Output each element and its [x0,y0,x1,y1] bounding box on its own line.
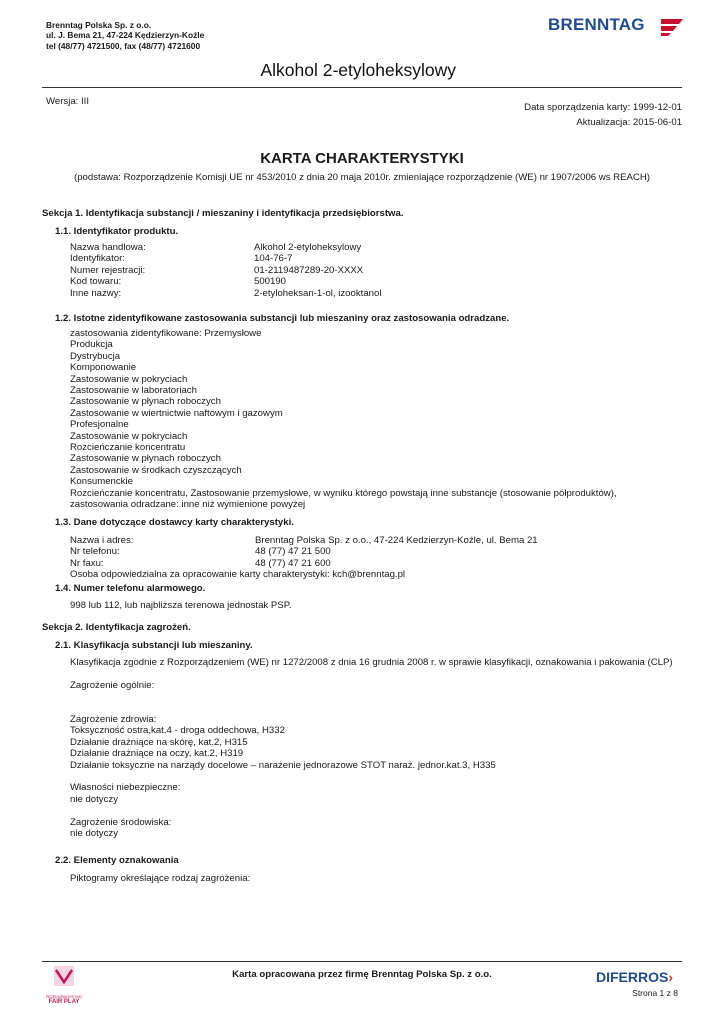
section-1-heading: Sekcja 1. Identyfikacja substancji / mieszaniny i identyfikacja przedsiębiorstwa. [42,208,404,219]
section-2-2-heading: 2.2. Elementy oznakowania [55,855,179,866]
pictograms-label: Piktogramy określające rodzaj zagrożenia: [70,873,251,884]
company-phone: tel (48/77) 4721500, fax (48/77) 4721600 [46,40,201,51]
kv-value: 01-2119487289-20-XXXX [254,264,364,276]
section-1-4-heading: 1.4. Numer telefonu alarmowego. [55,583,206,594]
list-item: Rozcieńczanie koncentratu, Zastosowanie przemysłowe, w wyniku którego powstają inne substancje (stosowanie półproduktów), [70,487,617,499]
list-item: Konsumenckie [70,476,133,488]
kv-row [70,535,670,546]
list-item: Zastosowanie w wiertnictwie naftowym i gazowym [70,407,283,419]
health-hazard-item: Toksyczność ostra,kat.4 - droga oddechowa, H332 [70,725,285,737]
list-item: Produkcja [70,339,113,351]
list-item: Zastosowanie w pokryciach [70,373,188,385]
list-item: zastosowania zidentyfikowane: Przemysłowe [70,328,262,339]
uses-list [70,328,617,511]
kv-key: Nr telefonu: [70,546,120,558]
page-number: Strona 1 z 8 [632,988,678,998]
classification-block [70,657,690,839]
diferros-arrow-icon: › [668,969,674,985]
company-name: Brenntag Polska Sp. z o.o. [46,20,152,30]
list-item: Rozcieńczanie koncentratu [70,442,186,454]
updated-date: Aktualizacja: 2015-06-01 [576,117,682,128]
classification-text: Klasyfikacja zgodnie z Rozporządzeniem (WE) nr 1272/2008 z dnia 16 grudnia 2008 r. w sprawie klasyfikacji, oznakowania i pakowania (CLP) [70,657,673,668]
list-item: Zastosowanie w laboratoriach [70,385,197,397]
kv-value: 104-76-7 [254,253,293,265]
kv-row [70,288,670,299]
section-1-1-heading: 1.1. Identyfikator produktu. [55,226,179,237]
env-hazard-value: nie dotyczy [70,828,118,840]
kv-row [70,253,670,264]
list-item: Zastosowanie w środkach czyszczących [70,464,242,476]
kv-row [70,558,670,569]
kv-row [70,242,670,253]
emergency-number: 998 lub 112, lub najbliższa terenowa jednostak PSP. [70,600,292,611]
kv-key: Nazwa i adres: [70,535,134,546]
brenntag-logo [548,14,684,40]
list-item: Zastosowanie w płynach roboczych [70,396,221,408]
kv-value: 48 (77) 47 21 600 [255,557,331,569]
kv-row [70,276,670,287]
logo-swoosh-icon [659,16,685,38]
health-hazard-item: Działanie drażniące na oczy, kat.2, H319 [70,748,244,760]
supplier-table [70,535,670,581]
kv-value: 2-etyloheksan-1-ol, izooktanol [254,287,382,299]
health-hazard-label: Zagrożenie zdrowia: [70,713,157,725]
list-item: Zastosowanie w płynach roboczych [70,453,221,465]
env-hazard-label: Zagrożenie środowiska: [70,816,172,828]
kv-key: Nazwa handlowa: [70,242,146,253]
section-1-2-heading: 1.2. Istotne zidentyfikowane zastosowania substancji lub mieszaniny oraz zastosowania odradzane. [55,313,510,324]
hazardous-props-label: Własności niebezpieczne: [70,782,181,794]
company-address: ul. J. Bema 21, 47-224 Kędzierzyn-Koźle [46,30,205,41]
kv-value: 500190 [254,276,287,288]
fair-play-top-label: PRZEDSIĘBIORSTWO [45,995,83,999]
kv-value: 48 (77) 47 21 500 [255,546,331,558]
document-basis: (podstawa: Rozporządzenie Komisji UE nr 453/2010 z dnia 20 maja 2010r. zmieniające rozporządzenie (WE) nr 1907/2006 ws REACH) [74,172,650,183]
fair-play-label: FAIR PLAY [48,999,80,1005]
kv-key: Nr faxu: [70,557,104,569]
product-identifier-table [70,242,670,299]
list-item: Komponowanie [70,362,137,374]
company-info [46,20,204,51]
kv-key: Kod towaru: [70,276,122,288]
header-divider [42,87,682,88]
kv-row [70,265,670,276]
diferros-text: DIFERROS [596,969,669,985]
section-2-heading: Sekcja 2. Identyfikacja zagrożeń. [42,622,191,633]
list-item: zastosowania odradzane: inne niż wymienione powyżej [70,499,306,511]
responsible-person: Osoba odpowiedzialna za opracowanie karty charakterystyki: kch@brenntag.pl [70,569,406,581]
dates [524,100,682,130]
footer-divider [42,961,682,962]
section-2-1-heading: 2.1. Klasyfikacja substancji lub mieszaniny. [55,640,253,651]
kv-value: Brenntag Polska Sp. z o.o., 47-224 Kedzierzyn-Koźle, ul. Bema 21 [255,535,538,546]
list-item: Zastosowanie w pokryciach [70,430,188,442]
general-hazard-label: Zagrożenie ogólnie: [70,679,155,691]
list-item: Profesjonalne [70,419,129,431]
kv-key: Identyfikator: [70,253,125,265]
version: Wersja: III [46,96,90,107]
created-date: Data sporządzenia karty: 1999-12-01 [524,102,682,113]
document-title: KARTA CHARAKTERYSTYKI [260,150,464,167]
kv-row [70,546,670,557]
kv-key: Inne nazwy: [70,287,122,299]
section-1-3-heading: 1.3. Dane dotyczące dostawcy karty charakterystyki. [55,517,294,528]
logo-text: BRENNTAG [548,15,645,34]
health-hazard-item: Działanie toksyczne na narządy docelowe – narażenie jednorazowe STOT naraż. jednor.kat.3, H335 [70,759,496,771]
list-item: Dystrybucja [70,350,121,362]
diferros-logo [596,969,673,985]
hazardous-props-value: nie dotyczy [70,793,118,805]
health-hazard-item: Działanie drażniące na skórę, kat.2, H315 [70,736,248,748]
footer-prepared-by: Karta opracowana przez firmę Brenntag Polska Sp. z o.o. [232,969,492,980]
product-title: Alkohol 2-etyloheksylowy [260,60,456,80]
kv-value: Alkohol 2-etyloheksylowy [254,242,362,253]
kv-key: Numer rejestracji: [70,264,146,276]
